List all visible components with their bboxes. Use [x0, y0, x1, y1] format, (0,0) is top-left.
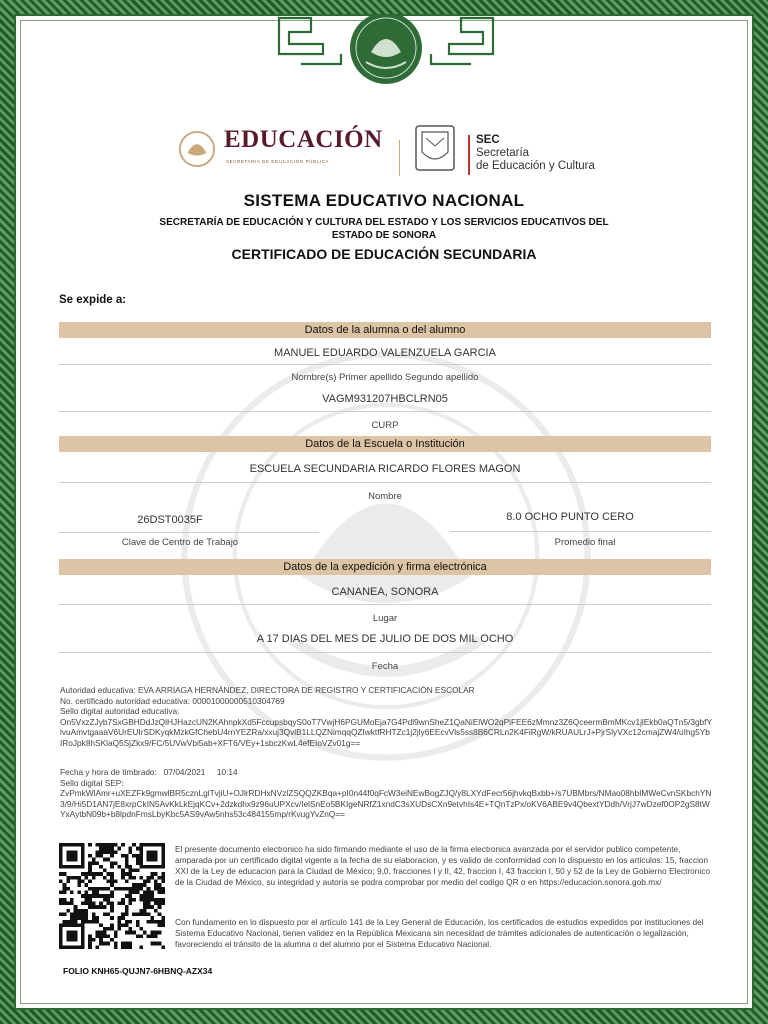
- header-logos: [176, 120, 616, 182]
- sec-abbr: SEC: [476, 134, 500, 146]
- timbrado-time: 10:14: [216, 767, 238, 777]
- national-crest-icon: [271, 14, 501, 88]
- divider: [59, 652, 711, 653]
- logo-divider: [399, 140, 400, 176]
- se-expide-label: Se expide a:: [59, 294, 127, 306]
- legal-text-1: El presente documento electronico ha sido firmando mediante el uso de la firma electronica avanzada por el servidor publico competente, amparada por un certificado digital vigente a la fecha de su elaboracion, y es valido de conformidad con lo dispuesto en los articulos: 15, fraccion XXI de la Ley de educacion para la Ciudad de México; 9,0, fracciones I y II, 42, fraccion I, 43 fraccion I, 50 y 52 de la Ley de Gobierno Electronico de la Ciudad de México, su integridad y autoria se podra comprobar por medio del codigo QR o en https://educacion.sonora.gob.mx/: [175, 844, 710, 887]
- timbrado-label: Fecha y hora de timbrado:: [60, 767, 157, 777]
- divider: [59, 411, 711, 412]
- school-key: 26DST0035F: [137, 514, 203, 526]
- authority-line: Autoridad educativa: EVA ARRIAGA HERNÁNDEZ, DIRECTORA DE REGISTRO Y CERTIFICACIÓN ESCOLAR: [60, 685, 475, 695]
- school-name: ESCUELA SECUNDARIA RICARDO FLORES MAGON: [249, 463, 521, 475]
- section-escuela: Datos de la Escuela o Institución: [59, 436, 711, 452]
- divider: [59, 604, 711, 605]
- sep-eagle-icon: [178, 130, 216, 168]
- final-average-label: Promedio final: [554, 537, 616, 548]
- issue-place-label: Lugar: [372, 613, 398, 624]
- sep-seal-block: [60, 767, 712, 820]
- issue-date-label: Fecha: [371, 661, 399, 672]
- curp-value: VAGM931207HBCLRN05: [322, 393, 448, 405]
- secretaria-title: SECRETARÍA DE EDUCACIÓN Y CULTURA DEL ESTADO Y LOS SERVICIOS EDUCATIVOS DEL ESTADO DE SONORA: [159, 217, 609, 241]
- educacion-subtitle: SECRETARÍA DE EDUCACIÓN PÚBLICA: [226, 159, 330, 164]
- system-title: SISTEMA EDUCATIVO NACIONAL: [243, 191, 525, 210]
- divider: [450, 531, 711, 532]
- school-key-label: Clave de Centro de Trabajo: [121, 537, 239, 548]
- issue-date: A 17 DIAS DEL MES DE JULIO DE DOS MIL OCHO: [256, 633, 514, 645]
- certificate-title: CERTIFICADO DE EDUCACIÓN SECUNDARIA: [231, 246, 537, 262]
- signature-block: [60, 685, 712, 748]
- timbrado-line: [60, 767, 712, 778]
- sec-red-bar: [468, 135, 470, 175]
- sec-line-2: de Educación y Cultura: [476, 160, 595, 172]
- cert-number-line: No. certificado autoridad educativa: 00001000000510304769: [60, 695, 285, 706]
- student-name: MANUEL EDUARDO VALENZUELA GARCIA: [274, 347, 496, 359]
- student-name-label: Nombre(s) Primer apellido Segundo apellido: [291, 372, 479, 383]
- sep-seal: ZvPmkWlAmr+uXEZFk9gmwlBR5cznLglTvjiU+OJlrRDHxNVzlZSQQZKBqa+pI0n44f0qFcW3eiNEwBogZJQ/y8LXYdFecr56jhvkqBxbb+/s7UBMbrs/NMao08hbIMWeCvnSKbchYN3/9/Hi5D1AN7jE8xrpCkIN5AvKkLkEjqKCv+2dzkdhx9z96uUPXcv/IelSnEo5BKIgeNRfZ1xndC3sXUDsCXn9etvhIs4E+TQnTzPx/oKV6ABE9v4QbextYDdh/VrjJ7wDzef0OP2gS8tWYxAytbN09b+b8lpdnFmsLbyKbc5AS9vAw5nhs53c484155mp/rKvugYvZnQ==: [60, 788, 712, 819]
- sec-line-1: Secretaría: [476, 147, 530, 159]
- authority-seal: On5VxzZJyb7SxGBHDdJzQlHJHazcUN2KAhnpkXd5FccupsbqyS0oT7VwjH6PGUMoEja7G4Pdl9wnSheZ1QaNiElWO2qPlFEE6zMmnz3Z6QceermBmMKcv1jlEkb0aQTn5/3gbfYlvuAmvtgaaaV6UrEUIrSDKyqkMzkGfChebU4rnYEZRa/xxuj3QvlB1LLQZNimqqQZIwktfRHTZc1j2jly6EEcvVls5ss8B6CRLn2K4FiRgW/kRUAULrJ+PjrSlyVXc12cmajZW4/uIhg5YbIRoJpk8hSKlaQ5SjZkx9/FC/5UVwVbi5ab+XFT6/VEy+1sbczKwL4efEIoVZv01g==: [60, 716, 713, 748]
- folio: FOLIO KNH65-QUJN7-6HBNQ-AZX34: [63, 966, 213, 976]
- sec-logo-text: [476, 134, 595, 173]
- sonora-shield-icon: [414, 124, 456, 176]
- section-alumno: Datos de la alumna o del alumno: [59, 322, 711, 338]
- curp-label: CURP: [371, 420, 399, 431]
- timbrado-date: 07/04/2021: [163, 767, 206, 777]
- divider: [59, 482, 711, 483]
- school-name-label: Nombre: [368, 491, 402, 502]
- educacion-wordmark: EDUCACIÓN: [224, 126, 383, 153]
- qr-code[interactable]: [59, 843, 165, 949]
- legal-text-2: Con fundamento en lo dispuesto por el artículo 141 de la Ley General de Educación, los certificados de estudios expedidos por instituciones del Sistema Educativo Nacional, tienen validez en la República Mexicana sin necesidad de trámites adicionales de autenticación o legalización, favoreciendo el tránsito de la alumna o del alumno por el Sistema Educativo Nacional.: [175, 917, 704, 949]
- section-expedicion: Datos de la expedición y firma electrónica: [59, 559, 711, 575]
- divider: [59, 532, 319, 533]
- seal-label: Sello digital autoridad educativa:: [60, 706, 180, 716]
- final-average: 8.0 OCHO PUNTO CERO: [506, 511, 634, 523]
- divider: [59, 364, 711, 365]
- sep-seal-label: Sello digital SEP:: [60, 777, 124, 788]
- issue-place: CANANEA, SONORA: [331, 586, 439, 598]
